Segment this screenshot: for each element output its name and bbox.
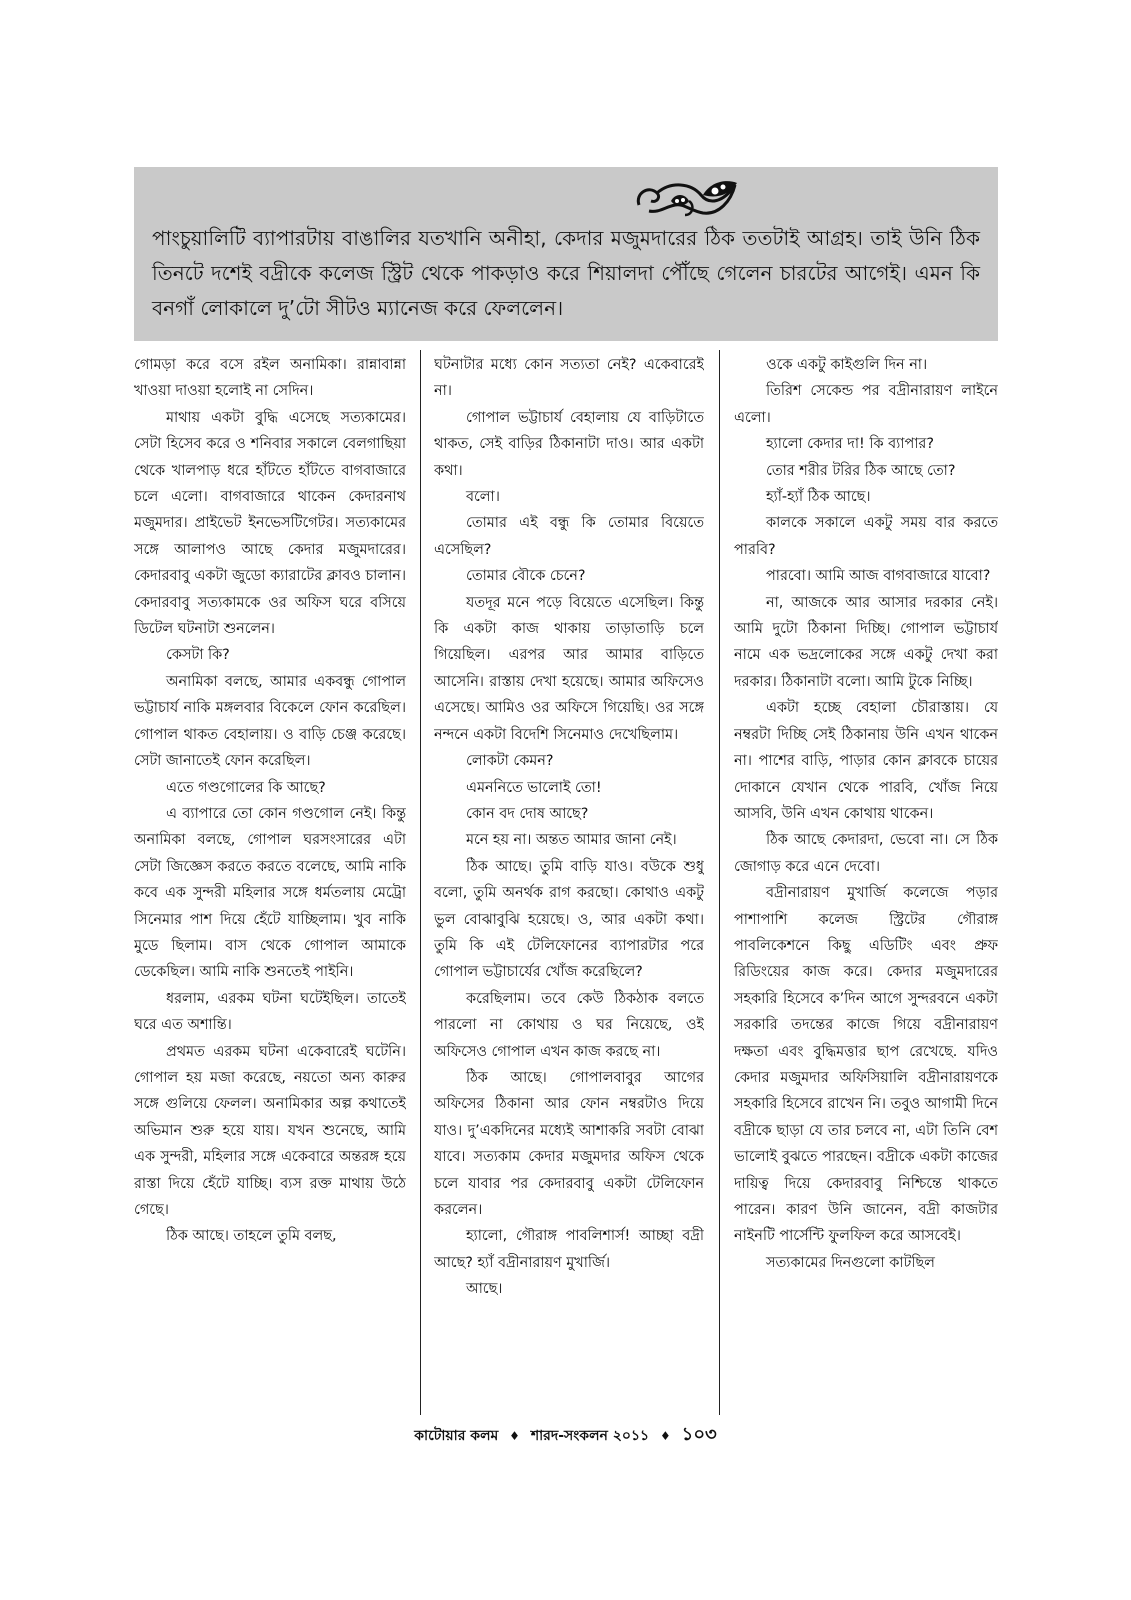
footer-separator: ♦ [509, 1429, 520, 1443]
paragraph: এমননিতে ভালোই তো! [466, 779, 602, 796]
footer-separator: ♦ [660, 1429, 671, 1443]
paragraph: একটা হচ্ছে বেহালা চৌরাস্তায়। যে নম্বরটা দিচ্ছি সেই ঠিকানায় উনি এখন থাকেন না। পাশের বাড়ি, পাড়ার কোন ক্লাবকে চায়ের দোকানে যেখান থেকে পারবি, খোঁজ নিয়ে আসবি, উনি এখন কোথায় থাকেন। [734, 700, 998, 822]
paragraph: আছে। [466, 1281, 503, 1298]
magazine-name: কাটোয়ার কলম [414, 1428, 499, 1444]
paragraph: করেছিলাম। তবে কেউ ঠিকঠাক বলতে পারলো না কোথায় ও ঘর নিয়েছে, ওই অফিসেও গোপাল এখন কাজ করছে না। [434, 990, 704, 1060]
issue-name: শারদ-সংকলন ২০১১ [530, 1428, 650, 1444]
banner-text: পাংচুয়ালিটি ব্যাপারটায় বাঙালির যতখানি অনীহা, কেদার মজুমদারের ঠিক ততটাই আগ্রহ। তাই উনি ঠিক তিনটে দশেই বদ্রীকে কলেজ স্ট্রিট থেকে পাকড়াও করে শিয়ালদা পৌঁছে গেলেন চারটের আগেই। এমন কি বনগাঁ লোকালে দু’টো সীটও ম্যানেজ করে ফেললেন। [152, 226, 980, 320]
paragraph: বলো। [466, 489, 500, 506]
paragraph: কেসটা কি? [166, 647, 230, 664]
page-number: ১০৩ [681, 1424, 717, 1445]
column-divider [719, 350, 720, 1415]
paragraph: প্রথমত এরকম ঘটনা একেবারেই ঘটেনি। গোপাল হয় মজা করেছে, নয়তো অন্য কারুর সঙ্গে গুলিয়ে ফেলল। অনামিকার অল্প কথাতেই অভিমান শুরু হয়ে যায়। যখন শুনেছে, আমি এক সুন্দরী, মহিলার সঙ্গে একেবারে অন্তরঙ্গ হয়ে রাস্তা দিয়ে হেঁটে যাচ্ছি। ব্যস রক্ত মাথায় উঠে গেছে। [134, 1043, 406, 1218]
paragraph: এ ব্যাপারে তো কোন গণ্ডগোল নেই। কিন্তু অনামিকা বলছে, গোপাল ঘরসংসারের এটা সেটা জিজ্ঞেস করতে করতে বলেছে, আমি নাকি কবে এক সুন্দরী মহিলার সঙ্গে ধর্মতলায় মেট্রো সিনেমার পাশ দিয়ে হেঁটে যাচ্ছিলাম। খুব নাকি মুডে ছিলাম। বাস থেকে গোপাল আমাকে ডেকেছিল। আমি নাকি শুনতেই পাইনি। [134, 805, 406, 981]
paragraph: ঘটনাটার মধ্যে কোন সত্যতা নেই? একেবারেই না। [434, 357, 704, 400]
paragraph: ধরলাম, এরকম ঘটনা ঘটেইছিল। তাতেই ঘরে এত অশান্তি। [134, 990, 406, 1034]
paragraph: কালকে সকালে একটু সময় বার করতে পারবি? [734, 515, 998, 558]
paragraph: তোর শরীর টরির ঠিক আছে তো? [766, 462, 956, 479]
paragraph: ঠিক আছে। তুমি বাড়ি যাও। বউকে শুধু বলো, তুমি অনর্থক রাগ করছো। কোথাও একটু ভুল বোঝাবুঝি হয়েছে। ও, আর একটা কথা। তুমি কি এই টেলিফোনের ব্যাপারটার পরে গোপাল ভট্টাচার্যের খোঁজ করেছিলে? [434, 858, 704, 981]
paragraph: গোমড়া করে বসে রইল অনামিকা। রান্নাবান্না খাওয়া দাওয়া হলোই না সেদিন। [134, 357, 406, 400]
paragraph: তোমার এই বন্ধু কি তোমার বিয়েতে এসেছিল? [434, 515, 704, 558]
paragraph: মনে হয় না। অন্তত আমার জানা নেই। [466, 832, 677, 849]
paragraph: ওকে একটু কাইগুলি দিন না। [766, 357, 928, 373]
paragraph: কোন বদ দোষ আছে? [466, 805, 589, 822]
paragraph: সত্যকামের দিনগুলো কাটছিল [766, 1254, 935, 1271]
paragraph: না, আজকে আর আসার দরকার নেই। আমি দুটো ঠিকানা দিচ্ছি। গোপাল ভট্টাচার্য নামে এক ভদ্রলোকের সঙ্গে একটু দেখা করা দরকার। ঠিকানাটা বলো। আমি টুকে নিচ্ছি। [734, 594, 998, 690]
text-column-2 [434, 352, 704, 1415]
paragraph: ঠিক আছে কেদারদা, ভেবো না। সে ঠিক জোগাড় করে এনে দেবো। [734, 832, 998, 875]
paragraph: বদ্রীনারায়ণ মুখার্জি কলেজে পড়ার পাশাপাশি কলেজ স্ট্রিটের গৌরাঙ্গ পাবলিকেশনে কিছু এডিটিং এবং প্রুফ রিডিংয়ের কাজ করে। কেদার মজুমদারের সহকারি হিসেবে ক’দিন আগে সুন্দরবনে একটা সরকারি তদন্তের কাজে গিয়ে বদ্রীনারায়ণ দক্ষতা এবং বুদ্ধিমত্তার ছাপ রেখেছে. যদিও কেদার মজুমদার অফিসিয়ালি বদ্রীনারায়ণকে সহকারি হিসেবে রাখেন নি। তবুও আগামী দিনে বদ্রীকে ছাড়া যে তার চলবে না, এটা তিনি বেশ ভালোই বুঝতে পারছেন। বদ্রীকে একটা কাজের দায়িত্ব দিয়ে কেদারবাবু নিশ্চিন্তে থাকতে পারেন। কারণ উনি জানেন, বদ্রী কাজটার নাইনটি পার্সেন্টি ফুলফিল করে আসবেই। [734, 885, 998, 1245]
page-footer [0, 1420, 1131, 1451]
paragraph: হ্যাঁ-হ্যাঁ ঠিক আছে। [766, 489, 871, 506]
column-divider [420, 350, 421, 1415]
paragraph: গোপাল ভট্টাচার্য বেহালায় যে বাড়িটাতে থাকত, সেই বাড়ির ঠিকানাটা দাও। আর একটা কথা। [434, 409, 704, 479]
text-column-1 [134, 352, 406, 1415]
paragraph: হ্যালো কেদার দা! কি ব্যাপার? [766, 436, 934, 453]
paragraph: যতদূর মনে পড়ে বিয়েতে এসেছিল। কিন্তু কি একটা কাজ থাকায় তাড়াতাড়ি চলে গিয়েছিল। এরপর আর আমার বাড়িতে আসেনি। রাস্তায় দেখা হয়েছে। আমার অফিসেও এসেছে। আমিও ওর অফিসে গিয়েছি। ওর সঙ্গে নন্দনে একটা বিদেশি সিনেমাও দেখেছিলাম। [434, 594, 704, 743]
paragraph: তিরিশ সেকেন্ড পর বদ্রীনারায়ণ লাইনে এলো। [734, 383, 998, 426]
banner [134, 167, 998, 341]
text-column-3 [734, 352, 998, 1415]
floral-ornament-icon [631, 175, 741, 219]
paragraph: ঠিক আছে। তাহলে তুমি বলছ, [166, 1228, 337, 1245]
paragraph: তোমার বৌকে চেনে? [466, 568, 586, 585]
paragraph: মাথায় একটা বুদ্ধি এসেছে সত্যকামের। সেটা হিসেব করে ও শনিবার সকালে বেলগাছিয়া থেকে খালপাড় ধরে হাঁটতে হাঁটতে বাগবাজারে চলে এলো। বাগবাজারে থাকেন কেদারনাথ মজুমদার। প্রাইভেট ইনভেসটিগেটর। সত্যকামের সঙ্গে আলাপও আছে কেদার মজুমদারের। কেদারবাবু একটা জুডো ক্যারাটের ক্লাবও চালান। কেদারবাবু সত্যকামকে ওর অফিস ঘরে বসিয়ে ডিটেল ঘটনাটা শুনলেন। [134, 409, 406, 638]
paragraph: হ্যালো, গৌরাঙ্গ পাবলিশার্স! আচ্ছা বদ্রী আছে? হ্যাঁ বদ্রীনারায়ণ মুখার্জি। [434, 1228, 704, 1271]
paragraph: ঠিক আছে। গোপালবাবুর আগের অফিসের ঠিকানা আর ফোন নম্বরটাও দিয়ে যাও। দু’একদিনের মধ্যেই আশাকরি সবটা বোঝা যাবে। সত্যকাম কেদার মজুমদার অফিস থেকে চলে যাবার পর কেদারবাবু একটা টেলিফোন করলেন। [434, 1069, 704, 1218]
paragraph: পারবো। আমি আজ বাগবাজারে যাবো? [766, 568, 991, 585]
paragraph: এতে গণ্ডগোলের কি আছে? [166, 779, 326, 796]
paragraph: অনামিকা বলছে, আমার একবন্ধু গোপাল ভট্টাচার্য নাকি মঙ্গলবার বিকেলে ফোন করেছিল। গোপাল থাকত বেহালায়। ও বাড়ি চেঞ্জ করেছে। সেটা জানাতেই ফোন করেছিল। [134, 673, 406, 770]
paragraph: লোকটা কেমন? [466, 753, 554, 770]
